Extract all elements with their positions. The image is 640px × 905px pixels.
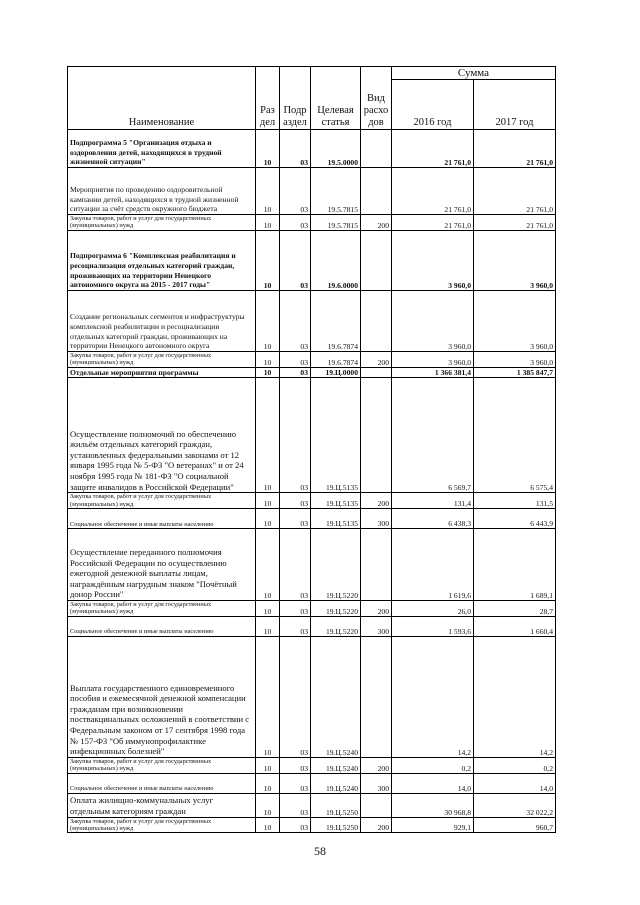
- cell-podrazdel: 03: [280, 817, 311, 833]
- cell-razdel: 10: [256, 817, 280, 833]
- cell-podrazdel: 03: [280, 367, 311, 378]
- cell-2017: 0,2: [474, 757, 556, 773]
- cell-celevaya: 19.Ц.5240: [311, 757, 361, 773]
- cell-2016: 26,0: [392, 601, 474, 617]
- cell-razdel: 10: [256, 493, 280, 509]
- cell-vid: 300: [361, 616, 392, 636]
- cell-celevaya: 19.Ц.5220: [311, 601, 361, 617]
- cell-2017: 32 022,2: [474, 793, 556, 817]
- cell-celevaya: 19.Ц.5135: [311, 493, 361, 509]
- table-row: [68, 636, 556, 757]
- cell-podrazdel: 03: [280, 636, 311, 757]
- cell-razdel: 10: [256, 230, 280, 290]
- cell-podrazdel: 03: [280, 215, 311, 231]
- cell-2016: 0,2: [392, 757, 474, 773]
- cell-2016: 1 366 381,4: [392, 367, 474, 378]
- row-name: Закупка товаров, работ и услуг для государственных (муниципальных) нужд: [68, 601, 256, 617]
- header-vid: Вид расхо дов: [361, 67, 392, 130]
- table-row: [68, 601, 556, 617]
- cell-2016: 21 761,0: [392, 215, 474, 231]
- cell-razdel: 10: [256, 351, 280, 367]
- cell-podrazdel: 03: [280, 168, 311, 215]
- cell-celevaya: 19.6.0000: [311, 230, 361, 290]
- budget-table: [67, 66, 556, 833]
- cell-2017: 1 385 847,7: [474, 367, 556, 378]
- cell-2017: 1 660,4: [474, 616, 556, 636]
- cell-podrazdel: 03: [280, 493, 311, 509]
- cell-celevaya: 19.5.7815: [311, 215, 361, 231]
- cell-vid: [361, 168, 392, 215]
- cell-2016: 131,4: [392, 493, 474, 509]
- cell-celevaya: 19.Ц.5250: [311, 817, 361, 833]
- row-name: Отдельные мероприятия программы: [68, 367, 256, 378]
- row-name: Закупка товаров, работ и услуг для государственных (муниципальных) нужд: [68, 493, 256, 509]
- cell-vid: [361, 290, 392, 351]
- row-name: Оплата жилищно-коммунальных услуг отдельным категориям граждан: [68, 793, 256, 817]
- header-year-2016: 2016 год: [392, 80, 474, 130]
- table-row: [68, 215, 556, 231]
- cell-vid: [361, 793, 392, 817]
- cell-2017: 14,2: [474, 636, 556, 757]
- cell-2016: 30 968,8: [392, 793, 474, 817]
- cell-razdel: 10: [256, 378, 280, 493]
- cell-celevaya: 19.Ц.0000: [311, 367, 361, 378]
- table-row: [68, 168, 556, 215]
- table-row: [68, 351, 556, 367]
- header-summa: Сумма: [392, 67, 556, 80]
- cell-razdel: 10: [256, 757, 280, 773]
- cell-razdel: 10: [256, 773, 280, 793]
- page-number: 58: [314, 844, 326, 858]
- row-name: Социальное обеспечение и иные выплаты населению: [68, 616, 256, 636]
- table-row: [68, 230, 556, 290]
- table-row: [68, 290, 556, 351]
- row-name: Закупка товаров, работ и услуг для государственных (муниципальных) нужд: [68, 215, 256, 231]
- cell-celevaya: 19.Ц.5135: [311, 509, 361, 529]
- cell-razdel: 10: [256, 509, 280, 529]
- cell-razdel: 10: [256, 215, 280, 231]
- cell-vid: 200: [361, 601, 392, 617]
- row-name: Мероприятия по проведению оздоровительной кампании детей, находящихся в трудной жизненной ситуации за счёт средств окружного бюджета: [68, 168, 256, 215]
- cell-razdel: 10: [256, 290, 280, 351]
- cell-podrazdel: 03: [280, 757, 311, 773]
- cell-podrazdel: 03: [280, 616, 311, 636]
- cell-celevaya: 19.5.0000: [311, 130, 361, 168]
- row-name: Осуществление полномочий по обеспечению жильём отдельных категорий граждан, установленных федеральными законами от 12 января 1995 года № 5-ФЗ "О ветеранах" и от 24 ноября 1995 года № 181-ФЗ "О социальной защите инвалидов в Российской Федерации": [68, 378, 256, 493]
- cell-2017: 21 761,0: [474, 130, 556, 168]
- cell-2017: 6 575,4: [474, 378, 556, 493]
- cell-2016: 1 593,6: [392, 616, 474, 636]
- cell-2017: 28,7: [474, 601, 556, 617]
- cell-2016: 21 761,0: [392, 168, 474, 215]
- cell-razdel: 10: [256, 168, 280, 215]
- cell-vid: [361, 230, 392, 290]
- cell-2017: 960,7: [474, 817, 556, 833]
- cell-2016: 6 569,7: [392, 378, 474, 493]
- cell-vid: [361, 529, 392, 601]
- cell-2017: 14,0: [474, 773, 556, 793]
- header-razdel: Раз дел: [256, 67, 280, 130]
- cell-vid: 300: [361, 773, 392, 793]
- cell-celevaya: 19.Ц.5220: [311, 616, 361, 636]
- cell-2017: 131,5: [474, 493, 556, 509]
- cell-podrazdel: 03: [280, 378, 311, 493]
- table-row: [68, 817, 556, 833]
- row-name: Закупка товаров, работ и услуг для государственных (муниципальных) нужд: [68, 817, 256, 833]
- cell-podrazdel: 03: [280, 351, 311, 367]
- cell-vid: [361, 636, 392, 757]
- row-name: Выплата государственного единовременного пособия и ежемесячной денежной компенсации гражданам при возникновении поствакцинальных осложнений в соответствии с Федеральным законом от 17 сентября 1998 года № 157-ФЗ "Об иммунопрофилактике инфекционных болезней": [68, 636, 256, 757]
- cell-2017: 6 443,9: [474, 509, 556, 529]
- cell-vid: [361, 378, 392, 493]
- table-row: [68, 793, 556, 817]
- table-row: [68, 616, 556, 636]
- cell-podrazdel: 03: [280, 773, 311, 793]
- table-header: [68, 67, 556, 130]
- cell-2016: 14,2: [392, 636, 474, 757]
- cell-vid: 200: [361, 351, 392, 367]
- cell-2016: 6 438,3: [392, 509, 474, 529]
- cell-celevaya: 19.Ц.5220: [311, 529, 361, 601]
- header-year-2017: 2017 год: [474, 80, 556, 130]
- cell-celevaya: 19.6.7874: [311, 351, 361, 367]
- cell-podrazdel: 03: [280, 290, 311, 351]
- header-celevaya: Целевая статья: [311, 67, 361, 130]
- cell-vid: 200: [361, 493, 392, 509]
- cell-vid: 300: [361, 509, 392, 529]
- table-body: [68, 130, 556, 833]
- cell-razdel: 10: [256, 367, 280, 378]
- cell-vid: 200: [361, 757, 392, 773]
- table-row: [68, 378, 556, 493]
- table-row: [68, 773, 556, 793]
- table-row: [68, 493, 556, 509]
- cell-celevaya: 19.Ц.5135: [311, 378, 361, 493]
- row-name: Создание региональных сегментов и инфраструктуры комплексной реабилитации и ресоциализации отдельных категорий граждан, проживающих на территории Ненецкого автономного округа: [68, 290, 256, 351]
- cell-2017: 1 689,1: [474, 529, 556, 601]
- cell-podrazdel: 03: [280, 509, 311, 529]
- cell-2017: 3 960,0: [474, 351, 556, 367]
- cell-podrazdel: 03: [280, 601, 311, 617]
- cell-2016: 1 619,6: [392, 529, 474, 601]
- row-name: Подпрограмма 5 "Организация отдыха и оздоровления детей, находящихся в трудной жизненной ситуации": [68, 130, 256, 168]
- cell-celevaya: 19.6.7874: [311, 290, 361, 351]
- cell-2016: 3 960,0: [392, 351, 474, 367]
- row-name: Социальное обеспечение и иные выплаты населению: [68, 773, 256, 793]
- cell-2017: 21 761,0: [474, 168, 556, 215]
- cell-2017: 3 960,0: [474, 290, 556, 351]
- row-name: Подпрограмма 6 "Комплексная реабилитация и ресоциализация отдельных категорий граждан, проживающих на территории Ненецкого автономного округа на 2015 - 2017 годы": [68, 230, 256, 290]
- cell-celevaya: 19.5.7815: [311, 168, 361, 215]
- cell-2016: 14,0: [392, 773, 474, 793]
- row-name: Осуществление переданного полномочия Российской Федерации по осуществлению ежегодной денежной выплаты лицам, награждённым нагрудным знаком "Почётный донор России": [68, 529, 256, 601]
- cell-podrazdel: 03: [280, 130, 311, 168]
- cell-2016: 21 761,0: [392, 130, 474, 168]
- cell-celevaya: 19.Ц.5240: [311, 636, 361, 757]
- cell-podrazdel: 03: [280, 793, 311, 817]
- table-row: [68, 130, 556, 168]
- row-name: Закупка товаров, работ и услуг для государственных (муниципальных) нужд: [68, 757, 256, 773]
- table-row: [68, 509, 556, 529]
- cell-2017: 21 761,0: [474, 215, 556, 231]
- cell-2017: 3 960,0: [474, 230, 556, 290]
- cell-2016: 3 960,0: [392, 290, 474, 351]
- cell-2016: 3 960,0: [392, 230, 474, 290]
- cell-razdel: 10: [256, 636, 280, 757]
- row-name: Закупка товаров, работ и услуг для государственных (муниципальных) нужд: [68, 351, 256, 367]
- cell-podrazdel: 03: [280, 529, 311, 601]
- row-name: Социальное обеспечение и иные выплаты населению: [68, 509, 256, 529]
- header-podrazdel: Подр аздел: [280, 67, 311, 130]
- cell-celevaya: 19.Ц.5240: [311, 773, 361, 793]
- table-row: [68, 367, 556, 378]
- header-name: Наименование: [68, 67, 256, 130]
- cell-vid: 200: [361, 215, 392, 231]
- cell-razdel: 10: [256, 601, 280, 617]
- cell-razdel: 10: [256, 130, 280, 168]
- cell-celevaya: 19.Ц.5250: [311, 793, 361, 817]
- cell-razdel: 10: [256, 793, 280, 817]
- cell-2016: 929,1: [392, 817, 474, 833]
- cell-podrazdel: 03: [280, 230, 311, 290]
- cell-razdel: 10: [256, 529, 280, 601]
- table-row: [68, 757, 556, 773]
- table-row: [68, 529, 556, 601]
- cell-vid: 200: [361, 817, 392, 833]
- cell-razdel: 10: [256, 616, 280, 636]
- cell-vid: [361, 130, 392, 168]
- cell-vid: [361, 367, 392, 378]
